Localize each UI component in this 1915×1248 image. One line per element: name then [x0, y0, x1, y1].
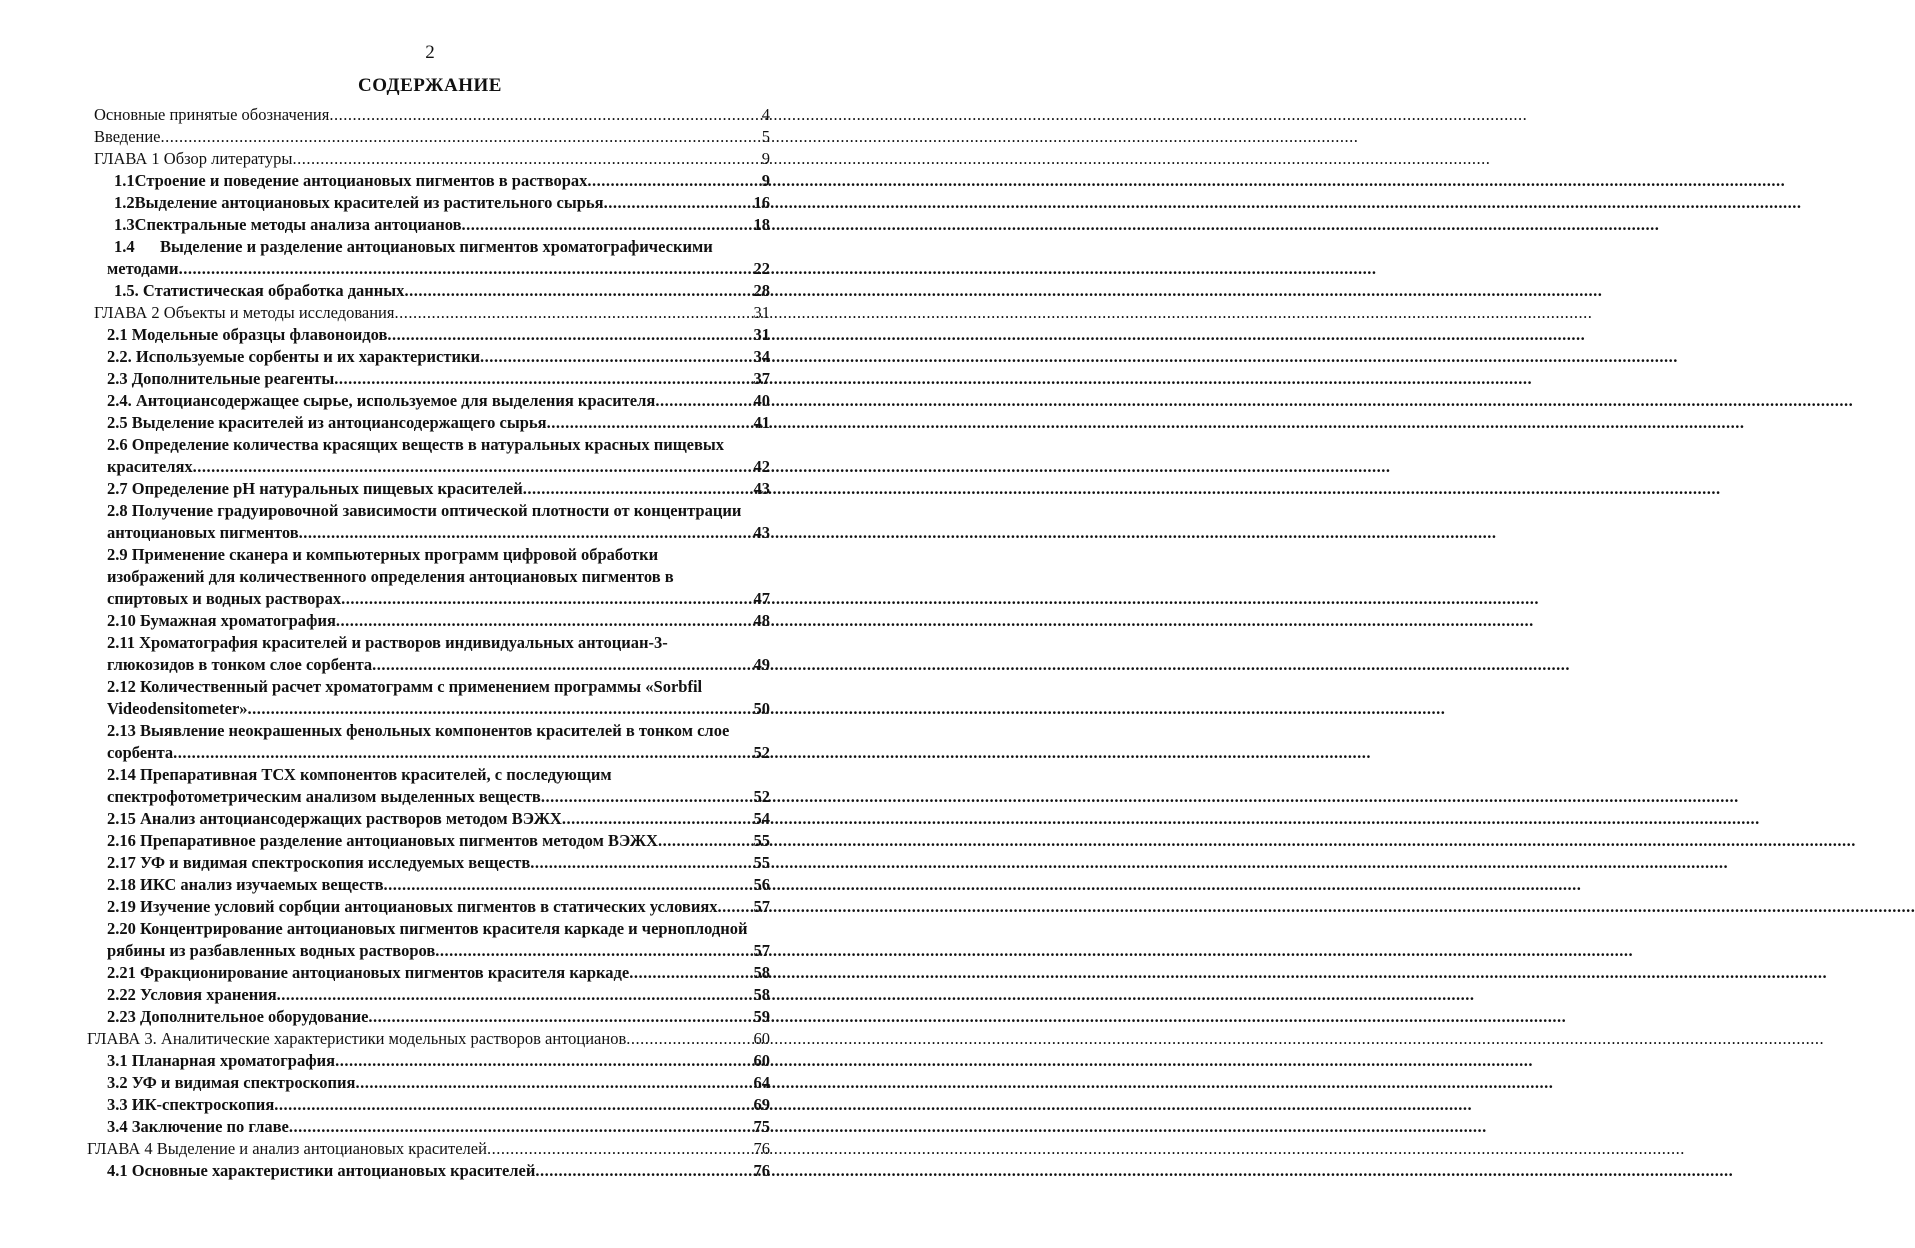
toc-entry-label: 3.2 УФ и видимая спектроскопия	[107, 1073, 356, 1092]
toc-entry-page: 34	[753, 347, 770, 366]
toc-entry-continuation[interactable]	[107, 456, 770, 478]
toc-entry-number: 1.1	[114, 171, 135, 190]
toc-entry-label: Выделение и разделение антоциановых пигментов хроматографическими	[160, 237, 713, 256]
toc-leader-dots	[274, 1094, 752, 1116]
toc-leader-dots	[523, 478, 753, 500]
toc-entry-label: 2.1 Модельные образцы флавоноидов	[107, 325, 388, 344]
toc-entry-label-cont: красителях	[107, 457, 193, 476]
toc-entry-label: 2.18 ИКС анализ изучаемых веществ	[107, 875, 384, 894]
toc-entry-page: 76	[753, 1139, 770, 1158]
toc-leader-dots	[718, 896, 753, 918]
toc-entry-page: 55	[753, 831, 770, 850]
toc-entry-label-cont: сорбента	[107, 743, 174, 762]
toc-entry-page: 9	[761, 171, 770, 190]
toc-leader-dots	[161, 126, 761, 148]
toc-entry-page: 4	[761, 105, 770, 124]
toc-entry-label: 3.3 ИК-спектроскопия	[107, 1095, 275, 1114]
toc-entry-label: 2.3 Дополнительные реагенты	[107, 369, 335, 388]
toc-leader-dots	[487, 1138, 753, 1160]
toc-entry-page: 16	[753, 193, 770, 212]
toc-entry-page: 43	[753, 523, 770, 542]
toc-entry-page: 76	[753, 1161, 770, 1180]
toc-leader-dots	[547, 412, 753, 434]
toc-entry[interactable]	[107, 1116, 770, 1138]
toc-entry[interactable]	[114, 236, 770, 258]
toc-entry-label-cont: методами	[107, 259, 179, 278]
toc-entry[interactable]: 2.8 Получение градуировочной зависимости оптической плотности от концентрации	[107, 501, 742, 520]
toc-entry-continuation[interactable]	[107, 654, 770, 676]
toc-entry-page: 18	[753, 215, 770, 234]
toc-entry-label: ГЛАВА 2 Объекты и методы исследования	[94, 303, 395, 322]
toc-entry-page: 59	[753, 1007, 770, 1026]
toc-entry-label-cont: рябины из разбавленных водных растворов	[107, 941, 436, 960]
toc-entry-label: 3.4 Заключение по главе	[107, 1117, 289, 1136]
toc-entry-label: Основные принятые обозначения	[94, 105, 330, 124]
toc-entry[interactable]: 2.20 Концентрирование антоциановых пигментов красителя каркаде и черноплодной	[107, 919, 748, 938]
toc-entry-page: 52	[753, 787, 770, 806]
toc-leader-dots	[355, 1072, 752, 1094]
toc-entry[interactable]	[107, 1160, 770, 1182]
toc-leader-dots	[334, 368, 752, 390]
toc-entry-continuation[interactable]	[107, 698, 770, 720]
toc-entry-page: 58	[753, 985, 770, 1004]
toc-entry-label-cont: спиртовых и водных растворах	[107, 589, 342, 608]
toc-leader-dots	[626, 1028, 752, 1050]
toc-entry[interactable]	[114, 170, 770, 192]
toc-entry-label-cont: спектрофотометрическим анализом выделенных веществ	[107, 787, 541, 806]
toc-entry-page: 50	[753, 699, 770, 718]
toc-leader-dots	[462, 214, 753, 236]
toc-entry-continuation: изображений для количественного определения антоциановых пигментов в	[107, 567, 674, 586]
toc-leader-dots	[292, 148, 760, 170]
toc-entry-continuation[interactable]	[107, 588, 770, 610]
toc-entry-label: 1.5. Статистическая обработка данных	[114, 281, 405, 300]
toc-entry-page: 55	[753, 853, 770, 872]
toc-entry[interactable]	[107, 1072, 770, 1094]
toc-entry-number: 1.2	[114, 193, 135, 212]
toc-entry[interactable]: 2.9 Применение сканера и компьютерных программ цифровой обработки	[107, 545, 659, 564]
toc-entry-label: 2.23 Дополнительное оборудование	[107, 1007, 369, 1026]
toc-entry-page: 60	[753, 1051, 770, 1070]
toc-leader-dots	[341, 588, 752, 610]
toc-entry-label: 2.22 Условия хранения	[107, 985, 277, 1004]
toc-entry-page: 22	[753, 259, 770, 278]
toc-entry[interactable]	[107, 896, 770, 918]
toc-leader-dots	[435, 940, 752, 962]
toc-entry-number: 1.4	[114, 237, 135, 256]
toc-chapter[interactable]	[87, 1138, 770, 1160]
toc-leader-dots	[336, 610, 753, 632]
toc-leader-dots	[329, 104, 760, 126]
toc-entry-label: Выделение антоциановых красителей из растительного сырья	[134, 193, 604, 212]
toc-entry[interactable]	[107, 830, 770, 852]
toc-leader-dots	[541, 786, 753, 808]
toc-entry-label: ГЛАВА 4 Выделение и анализ антоциановых красителей	[87, 1139, 487, 1158]
toc-entry-label-cont: антоциановых пигментов	[107, 523, 299, 542]
toc-entry-continuation[interactable]	[107, 742, 770, 764]
toc-entry-page: 37	[753, 369, 770, 388]
toc-entry-page: 40	[753, 391, 770, 410]
toc-entry-label: 2.19 Изучение условий сорбции антоциановых пигментов в статических условиях	[107, 897, 718, 916]
toc-entry-label: 2.7 Определение pH натуральных пищевых красителей	[107, 479, 523, 498]
toc-entry-label: 2.10 Бумажная хроматография	[107, 611, 336, 630]
toc-entry[interactable]: 2.13 Выявление неокрашенных фенольных компонентов красителей в тонком слое	[107, 721, 730, 740]
toc-leader-dots	[173, 742, 752, 764]
toc-leader-dots	[384, 874, 753, 896]
toc-entry-label: ГЛАВА 3. Аналитические характеристики модельных растворов антоцианов	[87, 1029, 627, 1048]
toc-entry[interactable]: 2.11 Хроматография красителей и растворов индивидуальных антоциан-3-	[107, 633, 668, 652]
toc-entry-page: 60	[753, 1029, 770, 1048]
toc-leader-dots	[394, 302, 752, 324]
toc-entry-page: 28	[753, 281, 770, 300]
toc-entry-page: 49	[753, 655, 770, 674]
toc-leader-dots	[193, 456, 753, 478]
toc-entry-page: 58	[753, 963, 770, 982]
toc-entry-page: 54	[753, 809, 770, 828]
toc-entry-label: 2.4. Антоциансодержащее сырье, используемое для выделения красителя	[107, 391, 656, 410]
toc-entry-page: 52	[753, 743, 770, 762]
toc-entry[interactable]: 2.6 Определение количества красящих веществ в натуральных красных пищевых	[107, 435, 725, 454]
page-number: 2	[425, 42, 435, 63]
toc-entry[interactable]	[107, 1006, 770, 1028]
toc-entry-continuation[interactable]	[107, 258, 770, 280]
toc-leader-dots	[248, 698, 753, 720]
toc-chapter[interactable]	[94, 148, 770, 170]
toc-leader-dots	[179, 258, 753, 280]
toc-entry[interactable]	[94, 126, 770, 148]
toc-leader-dots	[277, 984, 753, 1006]
toc-leader-dots	[289, 1116, 753, 1138]
toc-entry[interactable]	[107, 390, 770, 412]
toc-entry[interactable]	[107, 984, 770, 1006]
toc-entry-page: 47	[753, 589, 770, 608]
toc-entry-label: ГЛАВА 1 Обзор литературы	[94, 149, 293, 168]
toc-chapter[interactable]	[87, 1028, 770, 1050]
toc-entry-label: 2.15 Анализ антоциансодержащих растворов методом ВЭЖХ	[107, 809, 562, 828]
toc-entry-label: 2.21 Фракционирование антоциановых пигментов красителя каркаде	[107, 963, 630, 982]
toc-entry-label: Введение	[94, 127, 161, 146]
toc-leader-dots	[530, 852, 752, 874]
toc-entry-label: 3.1 Планарная хроматография	[107, 1051, 336, 1070]
toc-entry[interactable]	[107, 874, 770, 896]
toc-entry-page: 64	[753, 1073, 770, 1092]
toc-entry[interactable]	[107, 852, 770, 874]
toc-entry[interactable]	[107, 962, 770, 984]
toc-entry-page: 69	[753, 1095, 770, 1114]
toc-leader-dots	[629, 962, 752, 984]
toc-leader-dots	[372, 654, 752, 676]
toc-entry[interactable]	[107, 412, 770, 434]
toc-entry[interactable]	[107, 368, 770, 390]
toc-entry-label-cont: Videodensitometer»	[107, 699, 248, 718]
toc-entry-label: Спектральные методы анализа антоцианов	[134, 215, 462, 234]
toc-entry-page: 42	[753, 457, 770, 476]
toc-entry[interactable]	[107, 324, 770, 346]
toc-entry-page: 57	[753, 897, 770, 916]
toc-entry-label: 2.2. Используемые сорбенты и их характеристики	[107, 347, 480, 366]
toc-entry-page: 41	[753, 413, 770, 432]
toc-entry-page: 31	[753, 303, 770, 322]
toc-entry[interactable]	[94, 104, 770, 126]
toc-entry-continuation[interactable]	[107, 522, 770, 544]
toc-leader-dots	[535, 1160, 752, 1182]
toc-leader-dots	[655, 390, 752, 412]
page-title: СОДЕРЖАНИЕ	[358, 75, 502, 96]
toc-entry[interactable]	[107, 346, 770, 368]
toc-entry-continuation[interactable]	[107, 940, 770, 962]
toc-entry[interactable]	[107, 610, 770, 632]
toc-entry[interactable]	[107, 808, 770, 830]
toc-entry[interactable]	[107, 1050, 770, 1072]
toc-entry-page: 57	[753, 941, 770, 960]
toc-leader-dots	[368, 1006, 752, 1028]
toc-entry-page: 75	[753, 1117, 770, 1136]
toc-entry-page: 31	[753, 325, 770, 344]
toc-entry[interactable]: 2.12 Количественный расчет хроматограмм с применением программы «Sorbfil	[107, 677, 703, 696]
toc-entry-label: 4.1 Основные характеристики антоциановых красителей	[107, 1161, 536, 1180]
toc-leader-dots	[387, 324, 752, 346]
toc-leader-dots	[480, 346, 753, 368]
toc-leader-dots	[658, 830, 753, 852]
toc-chapter[interactable]	[94, 302, 770, 324]
toc-leader-dots	[562, 808, 753, 830]
toc-entry-label: Строение и поведение антоциановых пигментов в растворах	[134, 171, 588, 190]
toc-entry-label: 2.5 Выделение красителей из антоциансодержащего сырья	[107, 413, 547, 432]
toc-entry[interactable]	[107, 478, 770, 500]
toc-entry-page: 9	[761, 149, 770, 168]
toc-entry-page: 56	[753, 875, 770, 894]
toc-leader-dots	[604, 192, 753, 214]
toc-entry-label: 2.17 УФ и видимая спектроскопия исследуемых веществ	[107, 853, 531, 872]
toc-leader-dots	[335, 1050, 752, 1072]
toc-entry-page: 43	[753, 479, 770, 498]
toc-entry[interactable]	[114, 280, 770, 302]
toc-entry-number: 1.3	[114, 215, 135, 234]
toc-entry[interactable]: 2.14 Препаративная ТСХ компонентов красителей, с последующим	[107, 765, 612, 784]
toc-leader-dots	[587, 170, 760, 192]
toc-entry-page: 48	[753, 611, 770, 630]
toc-entry-page: 5	[761, 127, 770, 146]
toc-leader-dots	[299, 522, 753, 544]
toc-entry-label: 2.16 Препаративное разделение антоциановых пигментов методом ВЭЖХ	[107, 831, 658, 850]
toc-entry[interactable]	[114, 192, 770, 214]
toc-entry-continuation[interactable]	[107, 786, 770, 808]
toc-entry[interactable]	[107, 1094, 770, 1116]
toc-leader-dots	[404, 280, 752, 302]
toc-entry[interactable]	[114, 214, 770, 236]
toc-entry-label-cont: глюкозидов в тонком слое сорбента	[107, 655, 373, 674]
